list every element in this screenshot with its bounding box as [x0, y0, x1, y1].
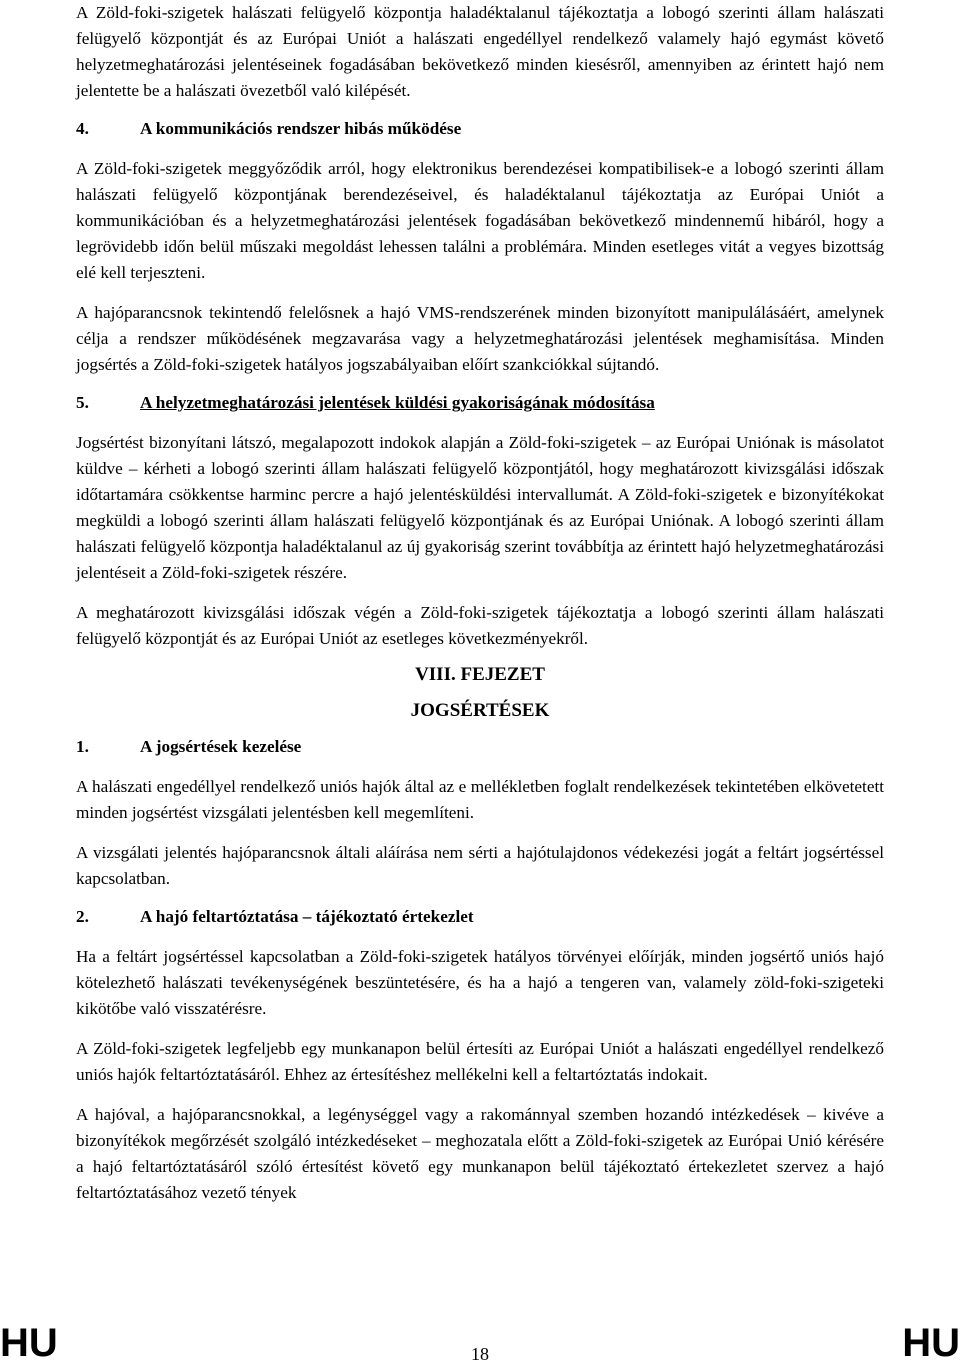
section-number: 4. [76, 119, 89, 138]
section-title: A kommunikációs rendszer hibás működése [140, 119, 462, 138]
document-page [76, 0, 884, 1206]
paragraph: A Zöld-foki-szigetek meggyőződik arról, hogy elektronikus berendezései kompatibilisek-e a lobogó szerinti állam halászati felügyelő központjának berendezéseivel, és haladéktalanul tájékoztatja az Európai Uniót a kommunikációban és a helyzetmeghatározási jelentések fogadásában bekövetkező mindennemű hibáról, hogy a legrövidebb időn belül műszaki megoldást lehessen találni a problémára. Minden esetleges vitát a vegyes bizottság elé kell terjeszteni. [76, 159, 884, 282]
paragraph: Ha a feltárt jogsértéssel kapcsolatban a Zöld-foki-szigetek hatályos törvényei előírják, minden jogsértő uniós hajó kötelezhető halászati tevékenységének beszüntetésére, és ha a hajó a tengeren van, valamely zöld-foki-szigeteki kikötőbe való visszatérésre. [76, 947, 884, 1018]
paragraph: A hajóparancsnok tekintendő felelősnek a hajó VMS-rendszerének minden bizonyított manipulálásáért, amelynek célja a rendszer működésének megzavarása vagy a helyzetmeghatározási jelentések meghamisítása. Minden jogsértés a Zöld-foki-szigetek hatályos jogszabályaiban előírt szankciókkal sújtandó. [76, 303, 884, 374]
language-code-right: HU [902, 1321, 960, 1365]
section-title: A jogsértések kezelése [140, 737, 302, 756]
paragraph: A vizsgálati jelentés hajóparancsnok általi aláírása nem sérti a hajótulajdonos védekezési jogát a feltárt jogsértéssel kapcsolatban. [76, 843, 884, 888]
paragraph: A halászati engedéllyel rendelkező uniós hajók által az e mellékletben foglalt rendelkezések tekintetében elkövetetett minden jogsértést vizsgálati jelentésben kell megemlíteni. [76, 777, 884, 822]
section-heading-2 [76, 904, 884, 930]
chapter-title: JOGSÉRTÉSEK [410, 700, 550, 721]
section-title: A helyzetmeghatározási jelentések küldési gyakoriságának módosítása [140, 393, 655, 412]
paragraph: Jogsértést bizonyítani látszó, megalapozott indokok alapján a Zöld-foki-szigetek – az Európai Uniónak is másolatot küldve – kérheti a lobogó szerinti állam halászati felügyelő központjától, hogy meghatározott kivizsgálási időszak időtartamára csökkentse harminc percre a hajó jelentésküldési intervallumát. A Zöld-foki-szigetek e bizonyítékokat megküldi a lobogó szerinti állam halászati felügyelő központjának és az Európai Uniónak. A lobogó szerinti állam halászati felügyelő központja haladéktalanul az új gyakoriság szerint továbbítja az érintett hajó helyzetmeghatározási jelentéseit a Zöld-foki-szigetek részére. [76, 433, 884, 582]
section-heading-5 [76, 390, 884, 416]
section-heading-1 [76, 734, 884, 760]
page-number: 18 [471, 1344, 489, 1364]
section-heading-4 [76, 116, 884, 142]
paragraph: A Zöld-foki-szigetek legfeljebb egy munkanapon belül értesíti az Európai Uniót a halászati engedéllyel rendelkező uniós hajók feltartóztatásáról. Ehhez az értesítéshez mellékelni kell a feltartóztatás indokait. [76, 1039, 884, 1084]
language-code-left: HU [0, 1321, 58, 1365]
section-number: 1. [76, 737, 89, 756]
section-number: 5. [76, 393, 89, 412]
paragraph: A meghatározott kivizsgálási időszak végén a Zöld-foki-szigetek tájékoztatja a lobogó szerinti állam halászati felügyelő központját és az Európai Uniót az esetleges következményekről. [76, 603, 884, 648]
section-title: A hajó feltartóztatása – tájékoztató értekezlet [140, 907, 474, 926]
paragraph: A hajóval, a hajóparancsnokkal, a legénységgel vagy a rakománnyal szemben hozandó intézkedések – kivéve a bizonyítékok megőrzését szolgáló intézkedéseket – meghozatala előtt a Zöld-foki-szigetek az Európai Unió kérésére a hajó feltartóztatásáról szóló értesítést követő egy munkanapon belül tájékoztató értekezletet szervez a hajó feltartóztatásához vezető tények [76, 1105, 884, 1202]
paragraph: A Zöld-foki-szigetek halászati felügyelő központja haladéktalanul tájékoztatja a lobogó szerinti állam halászati felügyelő központját és az Európai Uniót a halászati engedéllyel rendelkező valamely hajó egymást követő helyzetmeghatározási jelentéseinek fogadásában bekövetkező minden kiesésről, amennyiben az érintett hajó nem jelentette be a halászati övezetből való kilépését. [76, 3, 884, 100]
section-number: 2. [76, 907, 89, 926]
chapter-heading: VIII. FEJEZET [415, 664, 545, 685]
